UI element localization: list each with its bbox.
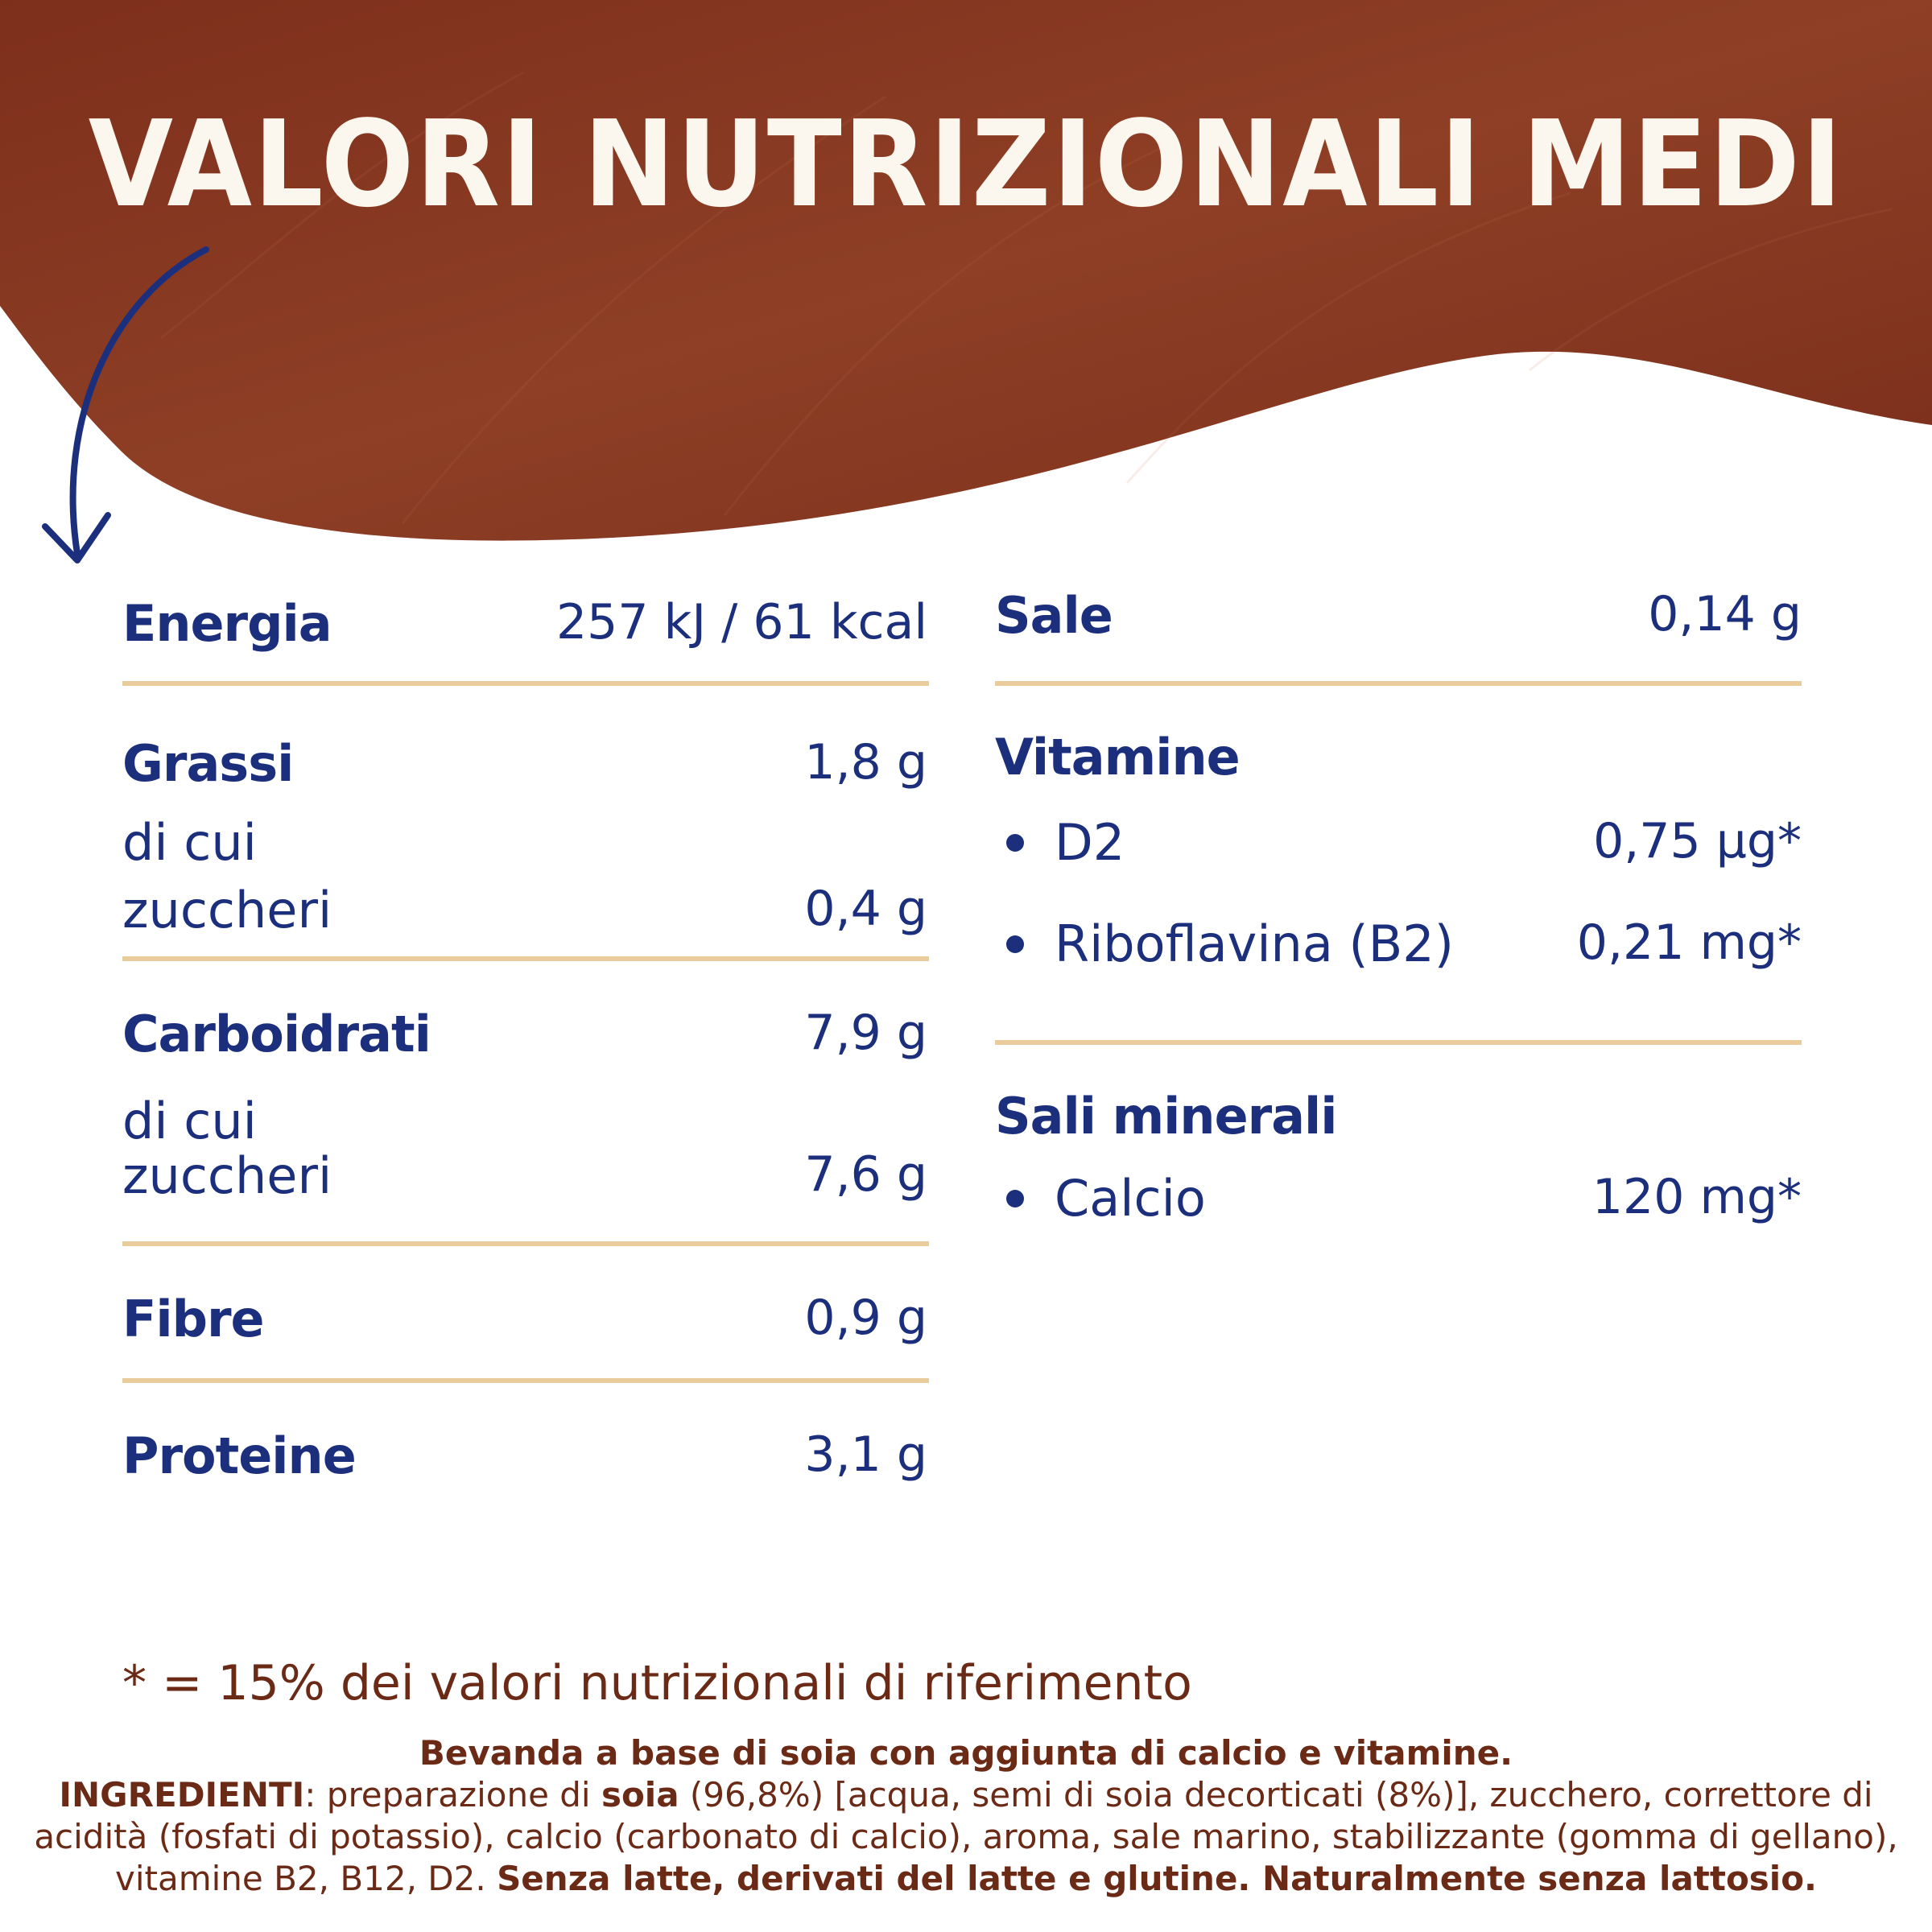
ingredients-part-2: (96,8%) [acqua, semi di soia decorticati (8%)], zucchero, correttore di acidità (fosfati di potassio), calcio (carbonato di calcio), aroma, sale marino, stabilizzante (gomma di gellano), vitamine B2, B12, D2. — [34, 1775, 1898, 1898]
grassi-zuccheri-value: 0,4 g — [804, 881, 927, 937]
bullet-icon — [1006, 935, 1024, 953]
divider — [122, 681, 929, 686]
product-description: Bevanda a base di soia con aggiunta di calcio e vitamine. — [419, 1733, 1513, 1773]
ingredients-part-1: : preparazione di — [304, 1775, 601, 1814]
ingredients-label: INGREDIENTI — [59, 1775, 305, 1814]
riboflavina-value: 0,21 mg* — [1576, 914, 1802, 971]
calcio-value: 120 mg* — [1591, 1169, 1802, 1225]
proteine-value: 3,1 g — [804, 1426, 927, 1483]
bullet-icon — [1006, 834, 1024, 852]
calcio-label: Calcio — [1055, 1169, 1206, 1228]
energia-label: Energia — [122, 594, 332, 653]
carboidrati-sub-of: di cui — [122, 1092, 257, 1150]
proteine-label: Proteine — [122, 1426, 356, 1485]
divider — [995, 681, 1802, 686]
fibre-value: 0,9 g — [804, 1290, 927, 1346]
bullet-icon — [1006, 1190, 1024, 1208]
header-wave — [0, 0, 1932, 541]
allergen-statement: Senza latte, derivati del latte e glutine. Naturalmente senza lattosio. — [497, 1859, 1818, 1898]
fibre-label: Fibre — [122, 1290, 264, 1348]
footnote: * = 15% dei valori nutrizionali di riferimento — [122, 1655, 1192, 1711]
carboidrati-zuccheri-label: zuccheri — [122, 1146, 332, 1205]
grassi-label: Grassi — [122, 734, 294, 793]
grassi-sub-of: di cui — [122, 813, 257, 872]
divider — [122, 956, 929, 961]
grassi-value: 1,8 g — [804, 734, 927, 791]
ingredients-text — [32, 1774, 1900, 1900]
vitamina-d2-value: 0,75 µg* — [1593, 813, 1802, 869]
ingredients-block — [32, 1732, 1900, 1900]
ingredient-soia: soia — [601, 1775, 679, 1814]
carboidrati-zuccheri-value: 7,6 g — [804, 1146, 927, 1203]
vitamine-label: Vitamine — [995, 728, 1240, 786]
vitamina-d2-label: D2 — [1055, 813, 1125, 872]
energia-value: 257 kJ / 61 kcal — [556, 594, 927, 650]
page-title: VALORI NUTRIZIONALI MEDI — [88, 95, 1844, 233]
carboidrati-value: 7,9 g — [804, 1005, 927, 1061]
carboidrati-label: Carboidrati — [122, 1005, 431, 1063]
divider — [122, 1378, 929, 1383]
sale-value: 0,14 g — [1648, 586, 1802, 642]
sali-minerali-label: Sali minerali — [995, 1087, 1337, 1146]
divider — [122, 1241, 929, 1246]
sale-label: Sale — [995, 586, 1113, 645]
riboflavina-label: Riboflavina (B2) — [1055, 914, 1454, 973]
divider — [995, 1040, 1802, 1045]
grassi-zuccheri-label: zuccheri — [122, 881, 332, 939]
